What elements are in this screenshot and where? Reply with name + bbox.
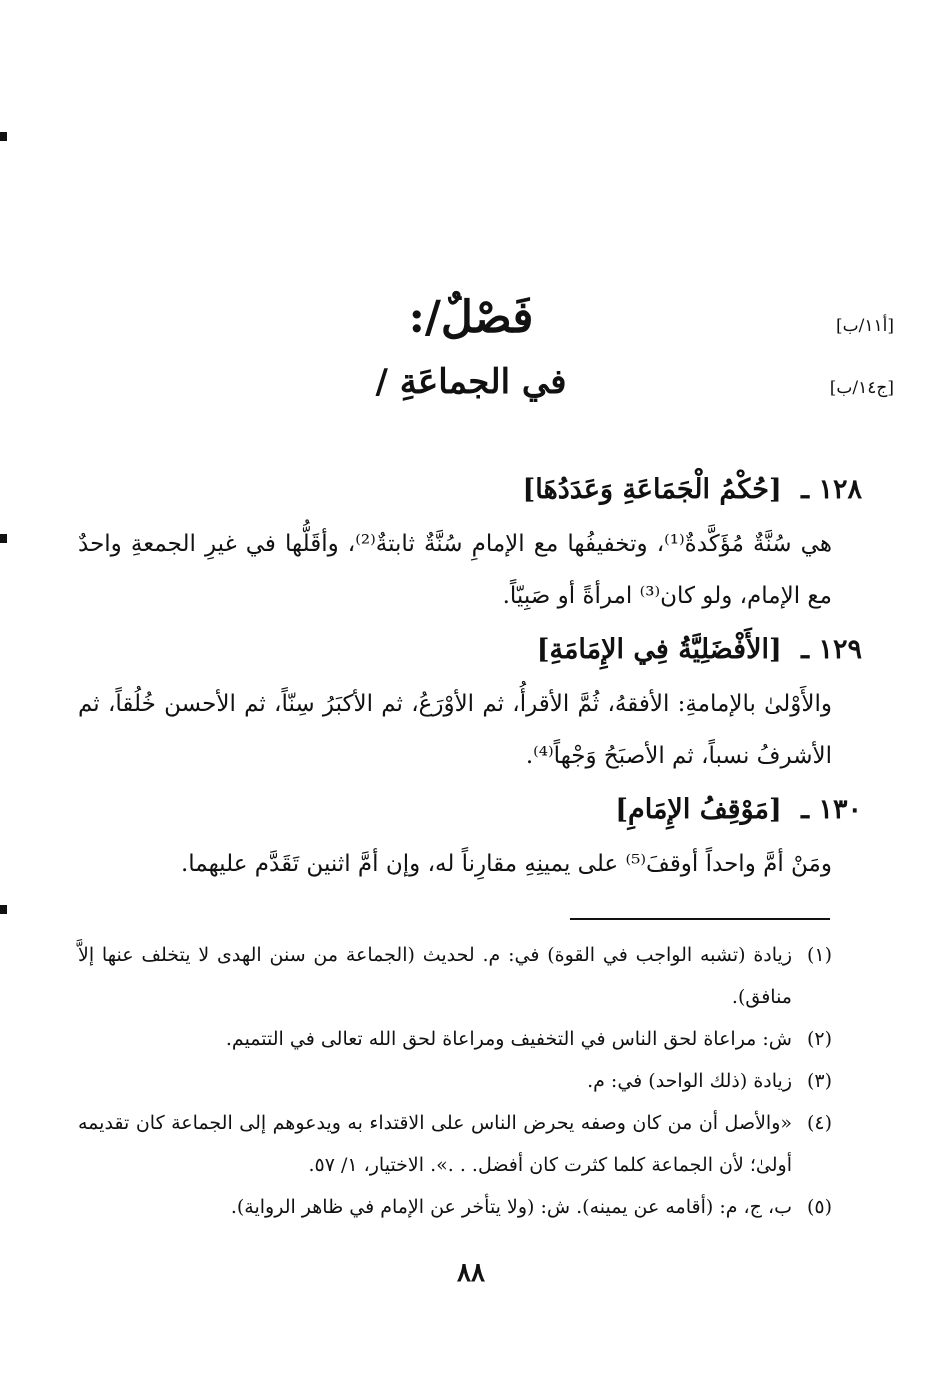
section-heading-128 [78, 462, 862, 518]
footnote-separator [570, 918, 830, 920]
footnote [78, 934, 832, 1018]
section-title: [حُكْمُ الْجَمَاعَةِ وَعَدَدُهَا] [522, 474, 782, 505]
footnotes [78, 934, 832, 1228]
section-number: ١٢٩ ـ [801, 634, 862, 665]
footnote-text: ش: مراعاة لحق الناس في التخفيف ومراعاة لحق الله تعالى في التتميم. [225, 1028, 792, 1050]
footnote [78, 1018, 832, 1060]
section-text-130: ومَنْ أمَّ واحداً أوقفَ⁽⁵⁾ على يمينِهِ مقارِناً له، وإن أمَّ اثنين تَقَدَّم عليهما. [180, 851, 832, 877]
section-heading-129 [78, 622, 862, 678]
section-number: ١٢٨ ـ [801, 474, 862, 505]
chapter-title: فَصْلٌ/: [408, 292, 534, 343]
footnote [78, 1060, 832, 1102]
footnote-text: «والأصل أن من كان وصفه يحرض الناس على الاقتداء به ويدعوهم إلى الجماعة كان تقديمه أولىٰ؛ لأن الجماعة كلما كثرت كان أفضل. . .». الاختيار، ١/ ٥٧. [78, 1112, 792, 1176]
footnote-number: (١) [806, 944, 832, 966]
footnote-number: (٣) [806, 1070, 832, 1092]
scan-edge-mark [0, 534, 7, 543]
margin-note-j: [ج١٤/ب] [829, 378, 894, 398]
section-text-128: هي سُنَّةٌ مُؤَكَّدةٌ⁽¹⁾، وتخفيفُها مع الإمامِ سُنَّةٌ ثابتةٌ⁽²⁾، وأقَلُّها في غيرِ الجمعةِ واحدٌ مع الإمام، ولو كان⁽³⁾ امرأةً أو صَبِيّاً. [78, 531, 832, 609]
page-number: ٨٨ [457, 1258, 485, 1288]
chapter-subtitle: في الجماعَةِ / [375, 362, 567, 402]
section-title: [مَوْقِفُ الإِمَامِ] [615, 794, 782, 825]
section-number: ١٣٠ ـ [801, 794, 862, 825]
scan-edge-mark [0, 132, 7, 141]
footnote-text: زيادة (تشبه الواجب في القوة) في: م. لحديث (الجماعة من سنن الهدى لا يتخلف عنها إلاَّ منافق). [78, 944, 792, 1008]
footnote [78, 1186, 832, 1228]
footnote-number: (٥) [806, 1196, 832, 1218]
section-title: [الأَفْضَلِيَّةُ فِي الإِمَامَةِ] [536, 634, 782, 665]
margin-note-a: [أ١١/ب] [836, 316, 894, 336]
scan-edge-mark [0, 905, 7, 914]
footnote-text: ب، ج، م: (أقامه عن يمينه). ش: (ولا يتأخر عن الإمام في ظاهر الرواية). [230, 1196, 792, 1218]
footnote [78, 1102, 832, 1186]
footnote-number: (٤) [806, 1112, 832, 1134]
footnote-text: زيادة (ذلك الواحد) في: م. [587, 1070, 792, 1092]
section-text-129: والأَوْلىٰ بالإمامةِ: الأفقهُ، ثُمَّ الأقرأُ، ثم الأوْرَعُ، ثم الأكبَرُ سِنّاً، ثم الأحسن خُلُقاً، ثم الأشرفُ نسباً، ثم الأصبَحُ وَجْهاً⁽⁴⁾. [78, 691, 832, 769]
footnote-number: (٢) [806, 1028, 832, 1050]
section-heading-130 [78, 782, 862, 838]
main-text [78, 462, 862, 890]
